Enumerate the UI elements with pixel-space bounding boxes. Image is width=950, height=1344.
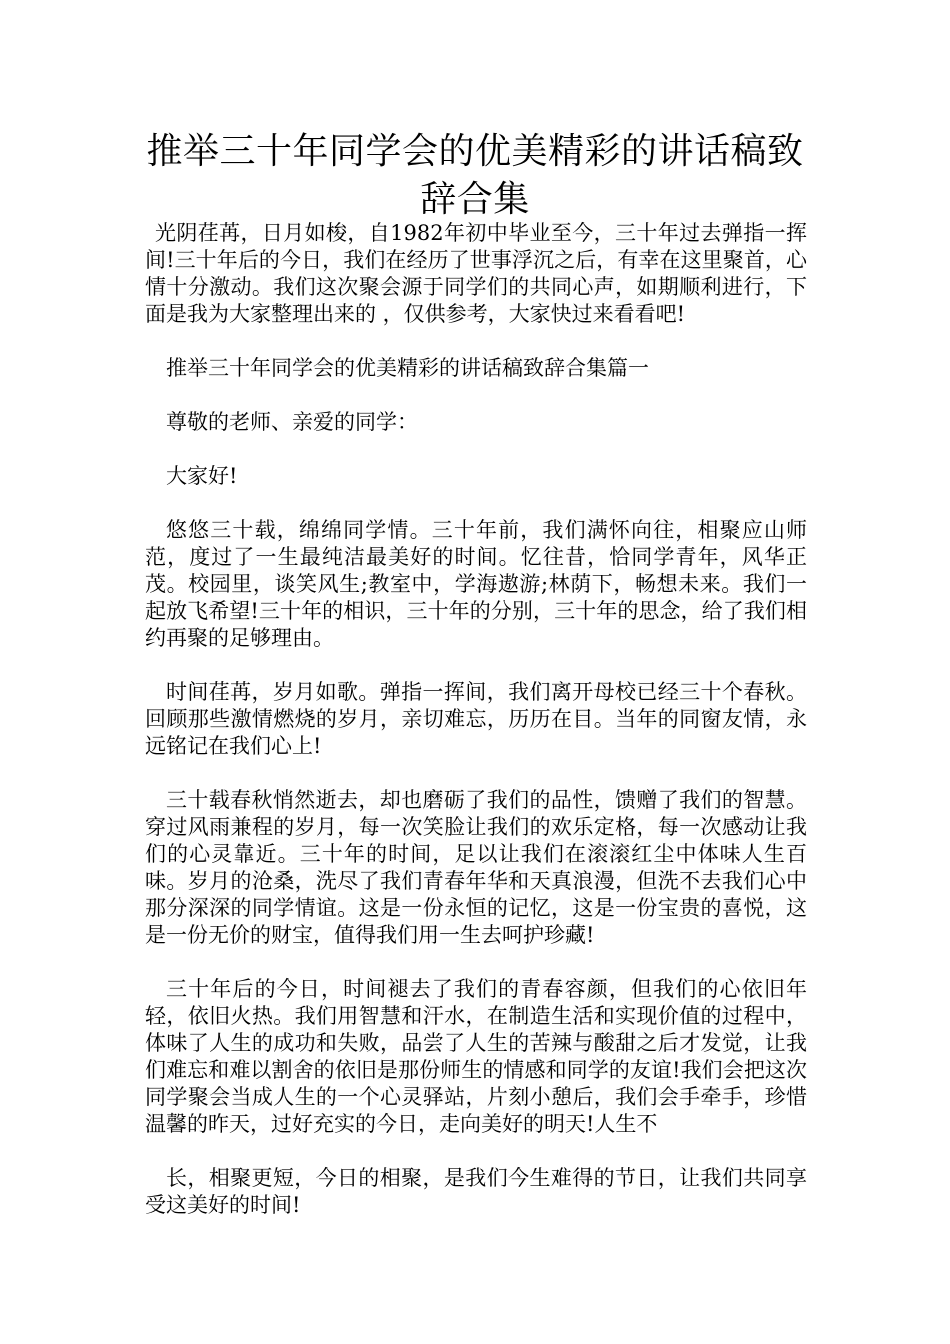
body-paragraph-4: 三十年后的今日，时间褪去了我们的青春容颜，但我们的心依旧年轻，依旧火热。我们用智慧和汗水，在制造生活和实现价值的过程中，体味了人生的成功和失败，品尝了人生的苦辣与酸甜之后才发觉，让我们难忘和难以割舍的依旧是那份师生的情感和同学的友谊!我们会把这次同学聚会当成人生的一个心灵驿站，片刻小憩后，我们会手牵手，珍惜温馨的昨天，过好充实的今日，走向美好的明天!人生不 [145, 977, 807, 1136]
salutation: 尊敬的老师、亲爱的同学： [166, 410, 418, 434]
section-heading: 推举三十年同学会的优美精彩的讲话稿致辞合集篇一 [166, 356, 649, 380]
document-title: 推举三十年同学会的优美精彩的讲话稿致辞合集 [146, 131, 804, 220]
body-paragraph-1: 悠悠三十载，绵绵同学情。三十年前，我们满怀向往，相聚应山师范，度过了一生最纯洁最美好的时间。忆往昔，恰同学青年，风华正茂。校园里，谈笑风生;教室中，学海遨游;林荫下，畅想未来。我们一起放飞希望!三十年的相识，三十年的分别，三十年的思念，给了我们相约再聚的足够理由。 [145, 518, 807, 650]
body-paragraph-2: 时间荏苒，岁月如歌。弹指一挥间，我们离开母校已经三十个春秋。回顾那些激情燃烧的岁月，亲切难忘，历历在目。当年的同窗友情，永远铭记在我们心上! [145, 680, 807, 758]
body-paragraph-5: 长，相聚更短，今日的相聚，是我们今生难得的节日，让我们共同享受这美好的时间! [145, 1166, 807, 1217]
greeting: 大家好! [166, 464, 238, 488]
intro-paragraph: 光阴荏苒，日月如梭，自1982年初中毕业至今，三十年过去弹指一挥间!三十年后的今日，我们在经历了世事浮沉之后，有幸在这里聚首，心情十分激动。我们这次聚会源于同学们的共同心声，如期顺利进行，下面是我为大家整理出来的 ，仅供参考，大家快过来看看吧! [145, 221, 807, 326]
document-body [145, 220, 807, 1246]
body-paragraph-3: 三十载春秋悄然逝去，却也磨砺了我们的品性，馈赠了我们的智慧。穿过风雨兼程的岁月，每一次笑脸让我们的欢乐定格，每一次感动让我们的心灵靠近。三十年的时间，足以让我们在滚滚红尘中体味人生百味。岁月的沧桑，洗尽了我们青春年华和天真浪漫，但洗不去我们心中那分深深的同学情谊。这是一份永恒的记忆，这是一份宝贵的喜悦，这是一份无价的财宝，值得我们用一生去呵护珍藏! [145, 788, 807, 947]
